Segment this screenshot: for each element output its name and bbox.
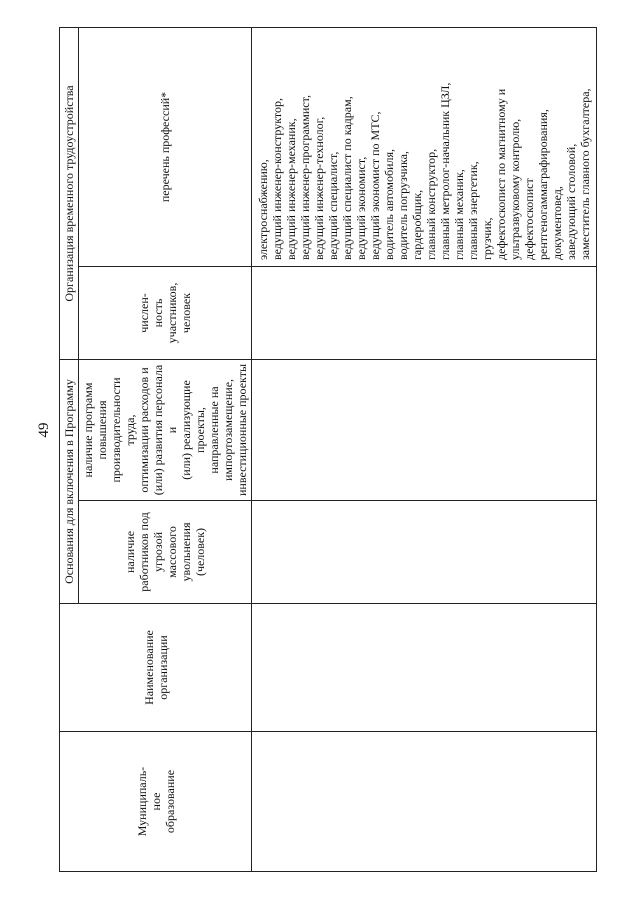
profession-item: дефектоскопист по магнитному и xyxy=(494,88,508,260)
profession-item: грузчик, xyxy=(480,217,494,260)
cell-participants-count xyxy=(252,267,597,360)
profession-item: ведущий экономист по МТС, xyxy=(368,111,382,260)
cell-professions-list xyxy=(252,27,597,266)
header-professions: перечень профессий* xyxy=(79,27,252,266)
profession-item: ведущий специалист, xyxy=(326,151,340,260)
profession-item: ведущий экономист, xyxy=(354,156,368,260)
profession-item: главный энергетик, xyxy=(466,161,480,260)
profession-item: документовед, xyxy=(550,186,564,260)
header-organization: Наименование организации xyxy=(60,604,252,732)
header-participants-count: числен- ность участников, человек xyxy=(79,267,252,360)
cell-organization xyxy=(252,604,597,732)
rotated-table-wrapper xyxy=(59,28,595,872)
header-programs: наличие программ повышения производительности труда, оптимизации расходов и (или) развития персонала и (или) реализующие проекты, направленные на импортозамещение, инвестиционные проекты xyxy=(79,360,252,501)
profession-item: главный метролог-начальник ЦЗЛ, xyxy=(438,82,452,260)
profession-item: дефектоскопист xyxy=(522,178,536,260)
profession-item: ведущий инженер-конструктор, xyxy=(270,98,284,260)
program-table xyxy=(59,27,597,872)
header-group-temporary-employment: Организация временного трудоустройства xyxy=(60,27,79,359)
profession-item: заместитель главного бухгалтера, xyxy=(578,88,592,260)
profession-item: заведующий столовой, xyxy=(564,143,578,260)
header-group-basis: Основания для включения в Программу xyxy=(60,360,79,604)
profession-item: ультразвуковому контролю, xyxy=(508,118,522,260)
page-number: 49 xyxy=(36,422,52,438)
profession-item: рентгеногаммаграфирования, xyxy=(536,109,550,260)
cell-programs xyxy=(252,360,597,501)
profession-item: гардеробщик, xyxy=(410,189,424,260)
header-municipality: Муниципаль- ное образование xyxy=(60,732,252,872)
profession-item: водитель погрузчика, xyxy=(396,151,410,260)
profession-item: ведущий инженер-программист, xyxy=(298,95,312,260)
cell-municipality xyxy=(252,732,597,872)
profession-item: ведущий инженер-технолог, xyxy=(312,116,326,260)
profession-item: ведущий инженер-механик, xyxy=(284,118,298,260)
profession-item: электроснабжению, xyxy=(256,159,270,260)
cell-threat-of-layoff xyxy=(252,501,597,604)
profession-item: водитель автомобиля, xyxy=(382,149,396,260)
profession-item: ведущий специалист по кадрам, xyxy=(340,96,354,260)
profession-item: главный конструктор, xyxy=(424,148,438,260)
header-threat-of-layoff: наличие работников под угрозой массового увольнения (человек) xyxy=(79,501,252,604)
profession-item: главный механик, xyxy=(452,169,466,260)
